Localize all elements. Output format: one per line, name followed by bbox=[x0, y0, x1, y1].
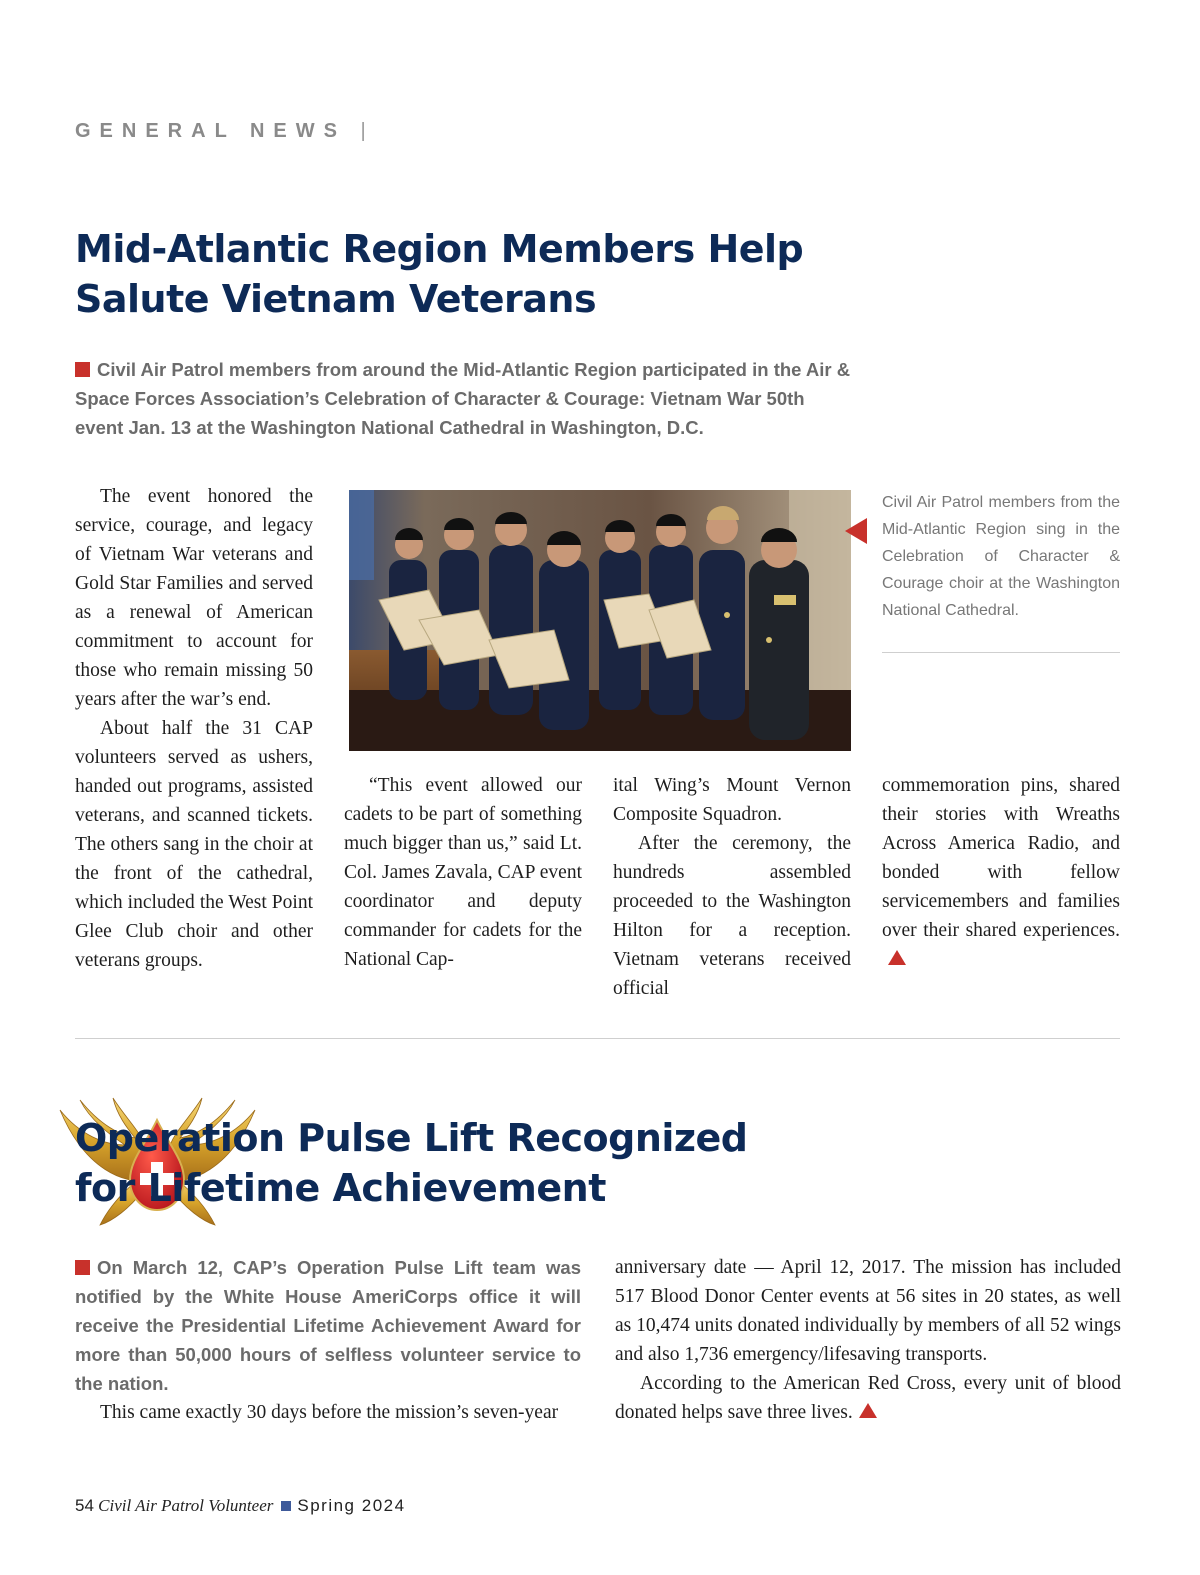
choir-photo-illustration bbox=[349, 490, 851, 751]
end-mark-triangle-icon bbox=[888, 950, 906, 965]
choir-photo bbox=[349, 490, 851, 751]
article2-column-2 bbox=[615, 1253, 1121, 1427]
magazine-name: Civil Air Patrol Volunteer bbox=[98, 1496, 274, 1515]
article2-column-1 bbox=[75, 1398, 581, 1427]
caption-rule bbox=[882, 652, 1120, 653]
page-number: 54 bbox=[75, 1496, 94, 1515]
article1-title bbox=[75, 224, 875, 324]
article2-col2-paragraph-2-text: According to the American Red Cross, every unit of blood donated helps save three lives. bbox=[615, 1373, 1121, 1423]
article1-col1-paragraph-1: The event honored the service, courage, and legacy of Vietnam War veterans and Gold Star Families and served as a renewal of American commitment to account for those who remain missing 50 years after the war’s end. bbox=[75, 486, 313, 710]
article1-column-4 bbox=[882, 771, 1120, 974]
article1-col3-paragraph-1: ital Wing’s Mount Vernon Composite Squadron. bbox=[613, 775, 851, 825]
section-label-text: GENERAL NEWS bbox=[75, 120, 346, 142]
footer-square-icon bbox=[281, 1501, 291, 1511]
article1-column-3 bbox=[613, 771, 851, 1003]
end-mark-triangle-icon bbox=[859, 1403, 877, 1418]
article2-title bbox=[75, 1113, 775, 1213]
article2-col1-paragraph-1: This came exactly 30 days before the mission’s seven-year bbox=[100, 1402, 559, 1423]
red-square-bullet-icon bbox=[75, 1260, 90, 1275]
article2-deck-text: On March 12, CAP’s Operation Pulse Lift team was notified by the White House AmeriCorps office it will receive the Presidential Lifetime Achievement Award for more than 50,000 hours of selfless volunteer service to the nation. bbox=[75, 1257, 581, 1394]
article1-col3-paragraph-2: After the ceremony, the hundreds assembled proceeded to the Washington Hilton for a reception. Vietnam veterans received official bbox=[613, 833, 851, 999]
photo-caption: Civil Air Patrol members from the Mid-Atlantic Region sing in the Celebration of Character & Courage choir at the Washington National Cathedral. bbox=[882, 494, 1120, 619]
page-footer bbox=[75, 1496, 406, 1516]
article2-col2-paragraph-1: anniversary date — April 12, 2017. The mission has included 517 Blood Donor Center events at 56 sites in 20 states, as well as 10,474 units donated individually by members of all 52 wings and also 1,736 emergency/lifesaving transports. bbox=[615, 1257, 1121, 1365]
article1-title-line1: Mid-Atlantic Region Members Help bbox=[75, 227, 804, 271]
article1-deck bbox=[75, 355, 855, 442]
article1-col4-text: commemoration pins, shared their stories with Wreaths Across America Radio, and bonded with fellow servicemembers and families over their shared experiences. bbox=[882, 775, 1120, 941]
article2-deck bbox=[75, 1253, 581, 1398]
red-square-bullet-icon bbox=[75, 362, 90, 377]
article1-column-1 bbox=[75, 482, 313, 975]
issue-date: Spring 2024 bbox=[297, 1496, 406, 1515]
caption-pointer-icon bbox=[845, 518, 867, 544]
article1-col2-paragraph-1: “This event allowed our cadets to be part of something much bigger than us,” said Lt. Col. James Zavala, CAP event coordinator and deputy commander for cadets for the National Cap- bbox=[344, 775, 582, 970]
article2-title-line1: Operation Pulse Lift Recognized bbox=[75, 1116, 748, 1160]
article1-column-2 bbox=[344, 771, 582, 974]
article2-title-line2: for Lifetime Achievement bbox=[75, 1166, 606, 1210]
article1-col1-paragraph-2: About half the 31 CAP volunteers served as ushers, handed out programs, assisted veterans, and scanned tickets. The others sang in the choir at the front of the cathedral, which included the West Point Glee Club choir and other veterans groups. bbox=[75, 718, 313, 971]
section-divider bbox=[75, 1038, 1120, 1039]
article2-col2-paragraph-2 bbox=[615, 1369, 1121, 1427]
article1-deck-text: Civil Air Patrol members from around the Mid-Atlantic Region participated in the Air & Space Forces Association’s Celebration of Character & Courage: Vietnam War 50th event Jan. 13 at the Washington National Cathedral in Washington, D.C. bbox=[75, 359, 851, 438]
section-label bbox=[75, 120, 366, 143]
article1-title-line2: Salute Vietnam Veterans bbox=[75, 277, 597, 321]
section-label-bar: | bbox=[360, 120, 366, 142]
article1-col4-paragraph-1 bbox=[882, 771, 1120, 974]
